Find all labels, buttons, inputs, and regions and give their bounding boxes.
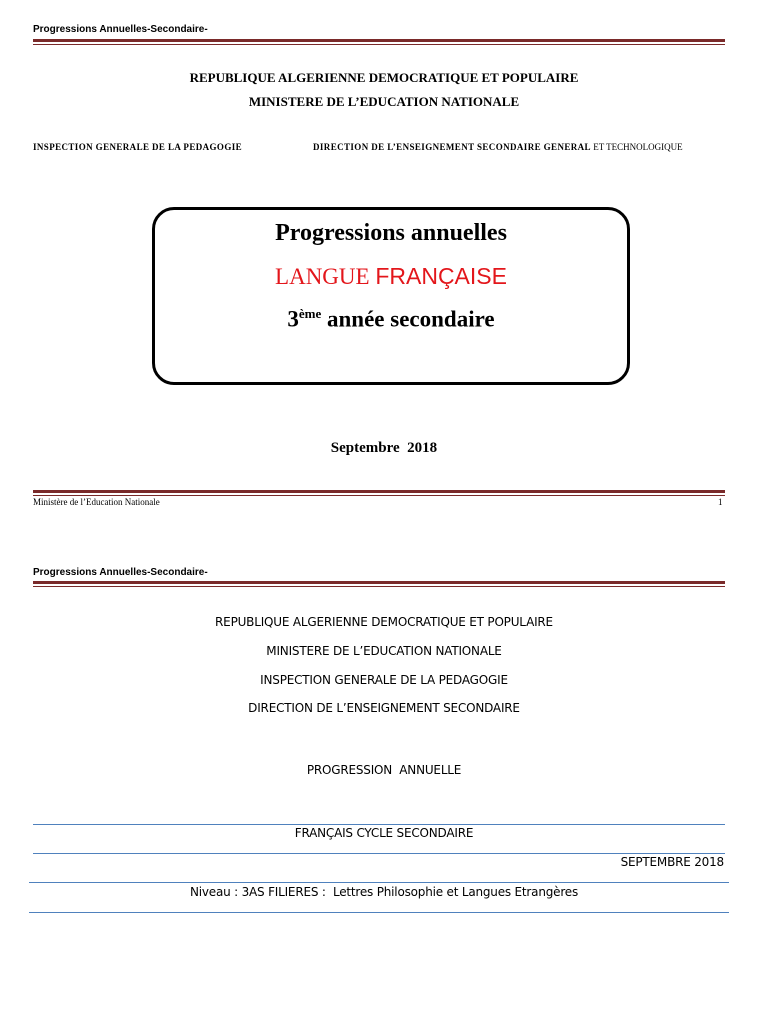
page2-cycle: FRANÇAIS CYCLE SECONDAIRE	[294, 826, 474, 840]
box-title: Progressions annuelles	[275, 220, 507, 246]
page2-header-rule	[33, 581, 725, 584]
page2-ministry: MINISTERE DE L’EDUCATION NATIONALE	[266, 644, 502, 658]
level-rest: année secondaire	[321, 306, 495, 332]
box-subject	[155, 263, 627, 290]
page2-header-rule-thin	[33, 586, 725, 587]
page2-date: SEPTEMBRE 2018	[620, 855, 724, 869]
page2-direction: DIRECTION DE L’ENSEIGNEMENT SECONDAIRE	[248, 701, 520, 715]
footer-ministry: Ministère de l’Education Nationale	[33, 497, 160, 507]
footer-rule	[33, 490, 725, 493]
inspection-label: INSPECTION GENERALE DE LA PEDAGOGIE	[33, 142, 243, 152]
direction-rest: ET TECHNOLOGIQUE	[593, 142, 683, 152]
republic-title: REPUBLIQUE ALGERIENNE DEMOCRATIQUE ET POPULAIRE	[189, 70, 579, 85]
direction-bold: DIRECTION DE L’ENSEIGNEMENT SECONDAIRE GENERAL	[313, 142, 591, 152]
table-line-4	[29, 912, 729, 913]
header-rule-thin	[33, 44, 725, 45]
page2-header-label: Progressions Annuelles-Secondaire-	[33, 567, 208, 578]
page1-date: Septembre 2018	[330, 440, 438, 456]
page2-republic: REPUBLIQUE ALGERIENNE DEMOCRATIQUE ET POPULAIRE	[215, 615, 553, 629]
direction-label	[313, 142, 683, 152]
box-level	[155, 306, 627, 333]
table-line-2	[33, 853, 725, 854]
table-line-3	[29, 882, 729, 883]
page-header-label: Progressions Annuelles-Secondaire-	[33, 24, 208, 35]
title-box	[152, 207, 630, 385]
page-number: 1	[718, 497, 723, 507]
page2-progression: PROGRESSION ANNUELLE	[306, 763, 462, 777]
subject-part1: LANGUE	[275, 264, 376, 289]
footer-rule-thin	[33, 495, 725, 496]
table-line-1	[33, 824, 725, 825]
level-superscript: ème	[298, 306, 322, 321]
subject-part2: FRANÇAISE	[375, 263, 507, 289]
ministry-title: MINISTERE DE L’EDUCATION NATIONALE	[248, 94, 520, 109]
page2-inspection: INSPECTION GENERALE DE LA PEDAGOGIE	[260, 673, 508, 687]
header-rule	[33, 39, 725, 42]
level-number: 3	[287, 306, 299, 332]
page2-niveau: Niveau : 3AS FILIERES : Lettres Philosophie et Langues Etrangères	[189, 885, 579, 899]
